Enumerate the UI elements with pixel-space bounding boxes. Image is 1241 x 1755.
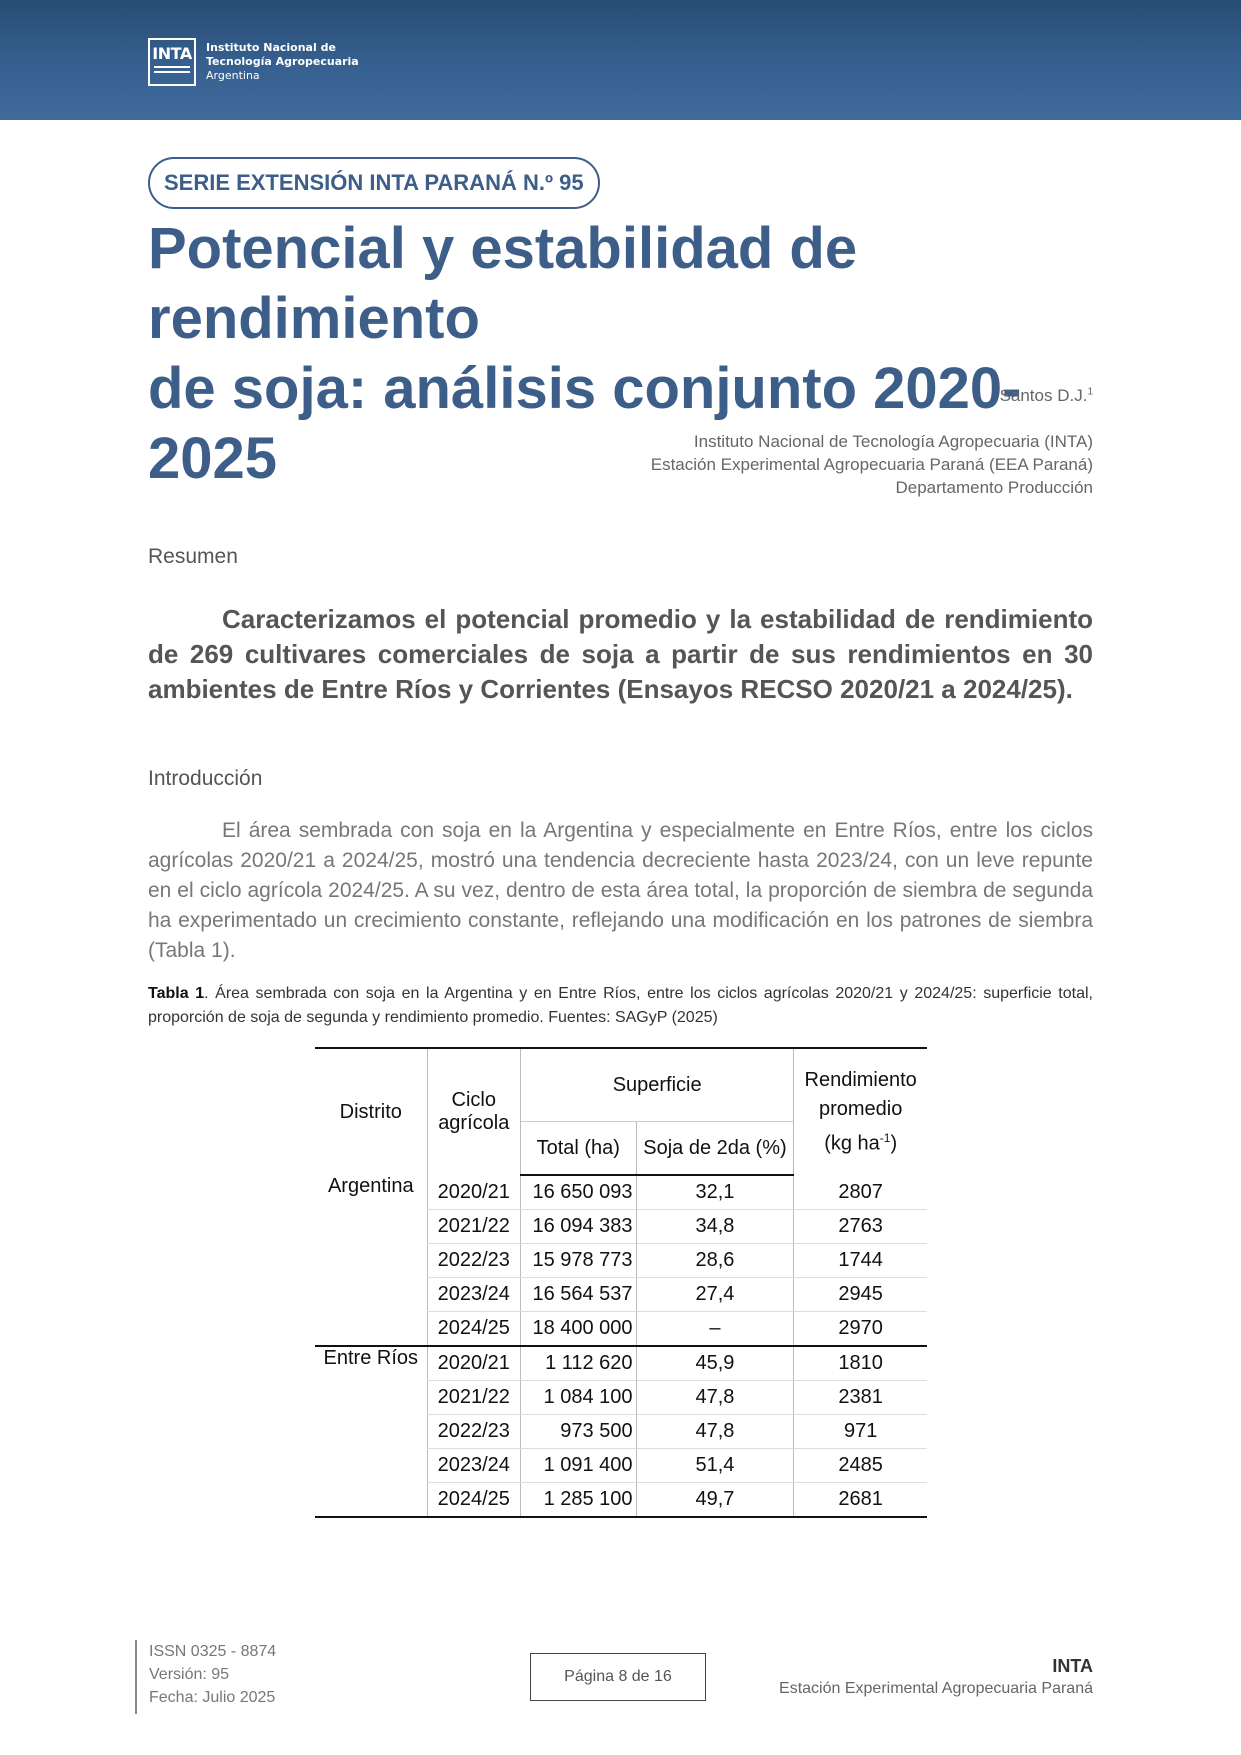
footer-version: Versión: 95 — [149, 1666, 230, 1683]
rendimiento-cell: 2485 — [794, 1449, 927, 1483]
segunda-cell: 34,8 — [636, 1210, 794, 1244]
header-rend-unit-exp: -1 — [879, 1130, 891, 1145]
abstract-text: Caracterizamos el potencial promedio y la estabilidad de rendimiento de 269 cultivares comerciales de soja a partir de sus rendimientos en 30 ambientes de Entre Ríos y Corrientes (Ensayos RECSO 2020/21 a 2024/25). — [148, 604, 1093, 704]
author-mark: 1 — [1087, 386, 1093, 398]
header-rend-unit-b: ) — [890, 1132, 898, 1155]
segunda-cell: 28,6 — [636, 1244, 794, 1278]
segunda-cell: 49,7 — [636, 1483, 794, 1518]
header-rendimiento — [794, 1048, 927, 1175]
header-distrito: Distrito — [315, 1048, 427, 1175]
table-row — [315, 1175, 927, 1210]
header-ciclo-1: Ciclo — [451, 1089, 496, 1111]
logo-line-2: Tecnología Agropecuaria — [206, 55, 359, 68]
data-table — [315, 1047, 927, 1518]
rendimiento-cell: 1810 — [794, 1346, 927, 1381]
logo-text — [206, 41, 359, 83]
district-cell: Argentina — [315, 1175, 427, 1346]
segunda-cell: – — [636, 1312, 794, 1347]
header-segunda: Soja de 2da (%) — [636, 1122, 794, 1176]
header-rend-unit-a: (kg ha — [824, 1132, 880, 1155]
title-line-2: de soja: análisis conjunto 2020-2025 — [148, 356, 1022, 491]
header-ciclo — [427, 1048, 520, 1175]
abstract-heading: Resumen — [148, 545, 238, 568]
rendimiento-cell: 2381 — [794, 1381, 927, 1415]
total-cell: 16 094 383 — [521, 1210, 637, 1244]
author-name: Santos D.J. — [999, 386, 1088, 405]
header-ciclo-2: agrícola — [438, 1112, 510, 1134]
total-cell: 1 084 100 — [521, 1381, 637, 1415]
header-band — [0, 0, 1241, 120]
footer-issn: ISSN 0325 - 8874 — [149, 1643, 277, 1660]
footer-date: Fecha: Julio 2025 — [149, 1689, 276, 1706]
affiliation-line: Departamento Producción — [895, 478, 1093, 497]
table-header-row — [315, 1048, 927, 1122]
segunda-cell: 47,8 — [636, 1381, 794, 1415]
table-row — [315, 1346, 927, 1381]
segunda-cell: 47,8 — [636, 1415, 794, 1449]
total-cell: 973 500 — [521, 1415, 637, 1449]
header-rend-1: Rendimiento — [804, 1068, 917, 1091]
table-caption — [148, 982, 1093, 1030]
ciclo-cell: 2022/23 — [427, 1244, 520, 1278]
author — [1000, 386, 1093, 406]
segunda-cell: 45,9 — [636, 1346, 794, 1381]
page-number: Página 8 de 16 — [530, 1653, 706, 1701]
total-cell: 1 091 400 — [521, 1449, 637, 1483]
rendimiento-cell: 2970 — [794, 1312, 927, 1347]
rendimiento-cell: 2763 — [794, 1210, 927, 1244]
total-cell: 1 285 100 — [521, 1483, 637, 1518]
affiliation-line: Instituto Nacional de Tecnología Agropecuaria (INTA) — [693, 432, 1093, 451]
inta-logo — [148, 38, 359, 86]
affiliation-line: Estación Experimental Agropecuaria Paraná (EEA Paraná) — [650, 455, 1093, 474]
ciclo-cell: 2021/22 — [427, 1381, 520, 1415]
rendimiento-cell: 2945 — [794, 1278, 927, 1312]
affiliation — [651, 430, 1093, 499]
total-cell: 15 978 773 — [521, 1244, 637, 1278]
total-cell: 16 650 093 — [521, 1175, 637, 1210]
header-total: Total (ha) — [521, 1122, 637, 1176]
segunda-cell: 27,4 — [636, 1278, 794, 1312]
inta-logo-mark — [148, 38, 196, 86]
table-body — [315, 1175, 927, 1517]
ciclo-cell: 2023/24 — [427, 1449, 520, 1483]
ciclo-cell: 2021/22 — [427, 1210, 520, 1244]
total-cell: 1 112 620 — [521, 1346, 637, 1381]
total-cell: 16 564 537 — [521, 1278, 637, 1312]
rendimiento-cell: 2681 — [794, 1483, 927, 1518]
segunda-cell: 32,1 — [636, 1175, 794, 1210]
ciclo-cell: 2023/24 — [427, 1278, 520, 1312]
logo-line-3: Argentina — [206, 69, 260, 82]
intro-text: El área sembrada con soja en la Argentina y especialmente en Entre Ríos, entre los ciclos agrícolas 2020/21 a 2024/25, mostró una tendencia decreciente hasta 2023/24, con un leve repunte en el ciclo agrícola 2024/25. A su vez, dentro de esta área total, la proporción de siembra de segunda ha experimentado un crecimiento constante, reflejando una modificación en los patrones de siembra (Tabla 1). — [148, 819, 1093, 962]
footer-station: Estación Experimental Agropecuaria Paraná — [779, 1680, 1093, 1697]
intro-heading: Introducción — [148, 767, 263, 790]
header-rend-2: promedio — [818, 1097, 903, 1120]
logo-line-1: Instituto Nacional de — [206, 41, 336, 54]
title-line-1: Potencial y estabilidad de rendimiento — [148, 216, 858, 351]
rendimiento-cell: 1744 — [794, 1244, 927, 1278]
ciclo-cell: 2020/21 — [427, 1346, 520, 1381]
ciclo-cell: 2022/23 — [427, 1415, 520, 1449]
rendimiento-cell: 2807 — [794, 1175, 927, 1210]
footer-org-name: INTA — [1052, 1656, 1093, 1676]
header-superficie: Superficie — [521, 1048, 794, 1122]
total-cell: 18 400 000 — [521, 1312, 637, 1347]
caption-text: . Área sembrada con soja en la Argentina y en Entre Ríos, entre los ciclos agrícolas 2020/21 y 2024/25: superficie total, proporción de soja de segunda y rendimiento promedio. Fuentes: SAGyP (2025) — [148, 985, 1093, 1026]
footer-org — [779, 1654, 1093, 1700]
segunda-cell: 51,4 — [636, 1449, 794, 1483]
series-badge: SERIE EXTENSIÓN INTA PARANÁ N.º 95 — [148, 157, 600, 209]
logo-mark-text: INTA — [152, 44, 192, 63]
logo-bars — [154, 66, 190, 76]
ciclo-cell: 2020/21 — [427, 1175, 520, 1210]
rendimiento-cell: 971 — [794, 1415, 927, 1449]
district-cell: Entre Ríos — [315, 1346, 427, 1517]
ciclo-cell: 2024/25 — [427, 1483, 520, 1518]
caption-label: Tabla 1 — [148, 985, 205, 1002]
footer-meta — [135, 1640, 276, 1714]
ciclo-cell: 2024/25 — [427, 1312, 520, 1347]
